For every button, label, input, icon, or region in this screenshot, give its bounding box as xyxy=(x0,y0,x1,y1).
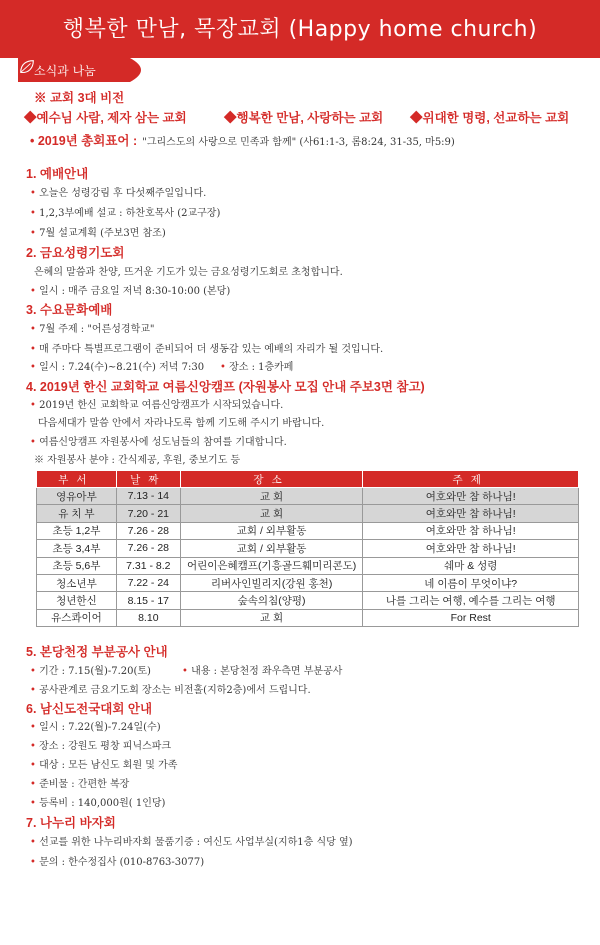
cell-date: 7.20 - 21 xyxy=(116,505,180,522)
cell-date: 7.31 - 8.2 xyxy=(116,557,180,574)
cell-place: 교 회 xyxy=(180,609,363,626)
section-5-period: • 기간 : 7.15(월)-7.20(토) xyxy=(30,662,151,677)
table-row xyxy=(37,592,579,609)
table-row xyxy=(37,540,579,557)
section-7-line-2: • 문의 : 한수정집사 (010-8763-3077) xyxy=(30,853,204,868)
section-3-line-1: • 7월 주제 : "어른성경학교" xyxy=(30,320,155,335)
section-1-title: 1. 예배안내 xyxy=(26,167,89,181)
cell-date: 8.15 - 17 xyxy=(116,592,180,609)
cell-theme: 여호와만 참 하나님! xyxy=(363,505,579,522)
section-6-line-2: • 장소 : 강원도 평창 피닉스파크 xyxy=(30,737,171,752)
section-6-line-1: • 일시 : 7.22(월)-7.24일(수) xyxy=(30,718,161,733)
vision-item-2: ◆행복한 만남, 사랑하는 교회 xyxy=(224,111,384,125)
header-theme: 주제 xyxy=(363,471,579,488)
cell-theme: 나를 그리는 여행, 예수를 그리는 여행 xyxy=(363,592,579,609)
cell-theme: 여호와만 참 하나님! xyxy=(363,540,579,557)
section-4-line-3: • 여름신앙캠프 자원봉사에 성도님들의 참여를 기대합니다. xyxy=(30,433,287,448)
table-row xyxy=(37,488,579,505)
section-4-line-2: 다음세대가 말씀 안에서 자라나도록 함께 기도해 주시기 바랍니다. xyxy=(38,418,325,429)
section-3-title: 3. 수요문화예배 xyxy=(26,303,113,317)
cell-department: 청소년부 xyxy=(37,574,117,591)
section-6-line-3: • 대상 : 모든 남신도 회원 및 가족 xyxy=(30,756,177,771)
cell-place: 교 회 xyxy=(180,488,363,505)
table-row xyxy=(37,609,579,626)
vision-item-1: ◆예수님 사람, 제자 삼는 교회 xyxy=(24,111,187,125)
section-7-line-1: • 선교를 위한 나누리바자회 물품기증 : 여신도 사업부실(지하1층 식당 옆) xyxy=(30,833,353,848)
section-3-line-3: • 일시 : 7.24(수)~8.21(수) 저녁 7:30 xyxy=(30,358,204,373)
cell-department: 초등 3,4부 xyxy=(37,540,117,557)
cell-place: 숲속의침(양평) xyxy=(180,592,363,609)
vision-item-3: ◆위대한 명령, 선교하는 교회 xyxy=(410,111,570,125)
section-1-line-2: • 1,2,3부예배 설교 : 하찬호목사 (2교구장) xyxy=(30,204,220,219)
section-1-line-1: • 오늘은 성령강림 후 다섯째주일입니다. xyxy=(30,184,206,199)
header-department: 부서 xyxy=(37,471,117,488)
section-2-line-1: • 일시 : 매주 금요일 저녁 8:30-10:00 (본당) xyxy=(30,282,230,297)
cell-theme: For Rest xyxy=(363,609,579,626)
section-6-line-4: • 준비물 : 간편한 복장 xyxy=(30,775,129,790)
section-3-line-2: • 매 주마다 특별프로그램이 준비되어 더 생동감 있는 예배의 자리가 될 것입니다. xyxy=(30,340,383,355)
table-row xyxy=(37,557,579,574)
section-3-place: • 장소 : 1층카페 xyxy=(220,358,293,373)
cell-date: 8.10 xyxy=(116,609,180,626)
cell-department: 초등 5,6부 xyxy=(37,557,117,574)
table-row xyxy=(37,574,579,591)
cell-place: 어린이은혜캠프(기흥골드훼미리콘도) xyxy=(180,557,363,574)
section-5-line-1: • 공사관계로 금요기도회 장소는 비전홀(지하2층)에서 드립니다. xyxy=(30,681,311,696)
cell-place: 교회 / 외부활동 xyxy=(180,522,363,539)
cell-department: 청년한신 xyxy=(37,592,117,609)
section-2-title: 2. 금요성령기도회 xyxy=(26,246,125,260)
vision-heading: ※ 교회 3대 비전 xyxy=(34,91,125,105)
cell-date: 7.26 - 28 xyxy=(116,540,180,557)
header-date: 날짜 xyxy=(116,471,180,488)
cell-department: 유스콰이어 xyxy=(37,609,117,626)
section-tab xyxy=(18,58,148,82)
section-4-line-1: • 2019년 한신 교회학교 여름신앙캠프가 시작되었습니다. xyxy=(30,396,283,411)
cell-date: 7.26 - 28 xyxy=(116,522,180,539)
motto-line xyxy=(30,130,455,149)
section-6-line-5: • 등록비 : 140,000원( 1인당) xyxy=(30,794,165,809)
leaf-icon xyxy=(18,58,36,76)
section-4-note: ※ 자원봉사 분야 : 간식제공, 후원, 중보기도 등 xyxy=(34,455,241,466)
section-7-title: 7. 나누리 바자회 xyxy=(26,816,116,830)
cell-theme: 쉐마 & 성령 xyxy=(363,557,579,574)
section-2-text: 은혜의 말씀과 찬양, 뜨거운 기도가 있는 금요성령기도회로 초청합니다. xyxy=(34,267,343,278)
cell-department: 초등 1,2부 xyxy=(37,522,117,539)
section-6-title: 6. 남신도전국대회 안내 xyxy=(26,702,153,716)
section-5-content: • 내용 : 본당천정 좌우측면 부분공사 xyxy=(182,662,342,677)
table-header-row xyxy=(37,471,579,488)
cell-department: 영유아부 xyxy=(37,488,117,505)
section-1-line-3: • 7월 설교계획 (주보3면 참조) xyxy=(30,224,166,239)
tab-label: 소식과 나눔 xyxy=(34,64,96,78)
table-row xyxy=(37,505,579,522)
motto-text: "그리스도의 사랑으로 민족과 함께" (사61:1-3, 롬8:24, 31-35, 마5:9) xyxy=(142,137,455,148)
page-title: 행복한 만남, 목장교회 (Happy home church) xyxy=(62,17,538,42)
schedule-table xyxy=(36,470,579,627)
section-5-title: 5. 본당천정 부분공사 안내 xyxy=(26,645,168,659)
cell-place: 교 회 xyxy=(180,505,363,522)
table-row xyxy=(37,522,579,539)
cell-theme: 여호와만 참 하나님! xyxy=(363,488,579,505)
header-banner xyxy=(0,0,600,58)
cell-theme: 여호와만 참 하나님! xyxy=(363,522,579,539)
cell-date: 7.13 - 14 xyxy=(116,488,180,505)
cell-date: 7.22 - 24 xyxy=(116,574,180,591)
cell-place: 리버사인빌리지(강원 홍천) xyxy=(180,574,363,591)
section-4-title: 4. 2019년 한신 교회학교 여름신앙캠프 (자원봉사 모집 안내 주보3면 참고) xyxy=(26,380,425,394)
motto-label: • 2019년 총회표어 : xyxy=(30,134,138,148)
cell-place: 교회 / 외부활동 xyxy=(180,540,363,557)
header-place: 장소 xyxy=(180,471,363,488)
cell-department: 유 치 부 xyxy=(37,505,117,522)
cell-theme: 네 이름이 무엇이냐? xyxy=(363,574,579,591)
